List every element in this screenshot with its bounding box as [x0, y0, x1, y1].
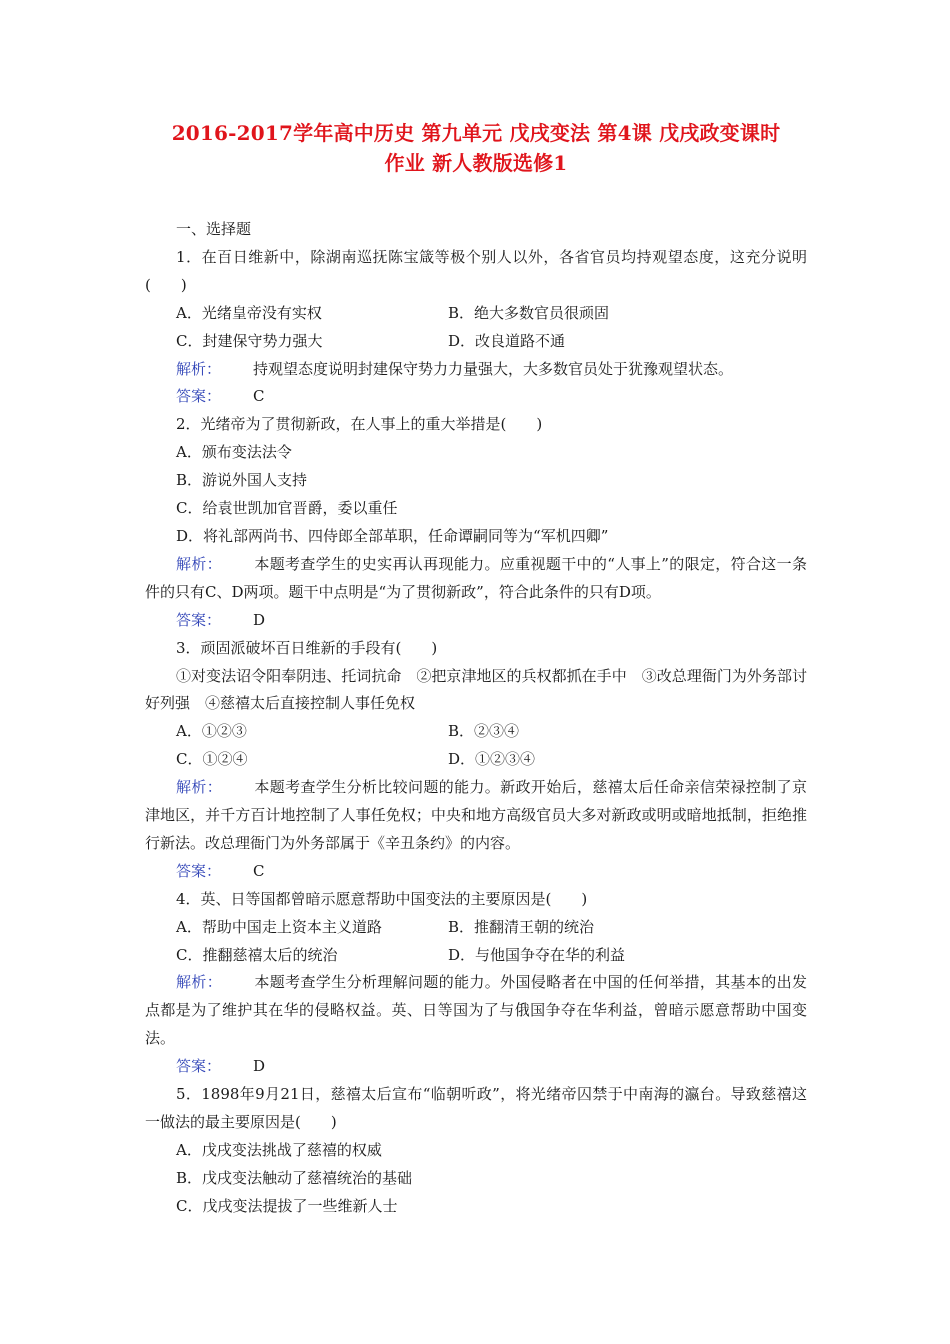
q2-analysis-text: 本题考查学生的史实再认再现能力。应重视题干中的“人事上”的限定，符合这一条件的只有C、D两项。题干中点明是“为了贯彻新政”，符合此条件的只有D项。 — [145, 554, 807, 601]
answer-label: 答案： — [176, 1057, 222, 1076]
answer-label: 答案： — [176, 387, 222, 406]
q3-analysis — [145, 774, 807, 858]
q3-answer-value: C — [253, 861, 265, 880]
q4-option-a: A．帮助中国走上资本主义道路 — [176, 917, 382, 936]
q1-option-a: A．光绪皇帝没有实权 — [176, 303, 322, 322]
q1-stem: 1．在百日维新中，除湖南巡抚陈宝箴等极个别人以外，各省官员均持观望态度，这充分说明( ) — [145, 247, 807, 294]
q3-stem: 3．顽固派破坏百日维新的手段有( ) — [176, 638, 438, 657]
document-title — [145, 118, 807, 178]
q3-options-row-2 — [145, 746, 807, 774]
q1-option-c: C．封建保守势力强大 — [176, 331, 323, 350]
section-heading: 一、选择题 — [176, 220, 252, 238]
q2-stem: 2．光绪帝为了贯彻新政，在人事上的重大举措是( ) — [176, 415, 543, 434]
q5-option-c: C．戊戌变法提拔了一些维新人士 — [176, 1196, 398, 1215]
q4-stem: 4．英、日等国都曾暗示愿意帮助中国变法的主要原因是( ) — [176, 889, 588, 908]
answer-label: 答案： — [176, 861, 222, 880]
q3-option-b: B．②③④ — [448, 722, 520, 741]
document-page — [145, 118, 807, 1221]
q2-answer — [145, 607, 807, 635]
q2-analysis — [145, 551, 807, 607]
q3-options-row-1 — [145, 718, 807, 746]
q3-option-a: A．①②③ — [176, 722, 247, 741]
q4-option-c: C．推翻慈禧太后的统治 — [176, 945, 338, 964]
q3-answer — [145, 858, 807, 886]
analysis-label: 解析： — [176, 778, 223, 797]
q1-options-row-2 — [145, 328, 807, 356]
q4-option-b: B．推翻清王朝的统治 — [448, 917, 595, 936]
analysis-label: 解析： — [176, 554, 223, 573]
analysis-label: 解析： — [176, 973, 223, 992]
q1-option-b: B．绝大多数官员很顽固 — [448, 303, 610, 322]
q3-analysis-text: 本题考查学生分析比较问题的能力。新政开始后，慈禧太后任命亲信荣禄控制了京津地区，并千方百计地控制了人事任免权；中央和地方高级官员大多对新政或明或暗地抵制，拒绝推行新法。改总理衙门为外务部属于《辛丑条约》的内容。 — [145, 778, 807, 852]
q1-answer — [145, 383, 807, 411]
answer-label: 答案： — [176, 610, 222, 629]
q5-stem: 5．1898年9月21日，慈禧太后宣布“临朝听政”，将光绪帝囚禁于中南海的瀛台。导致慈禧这一做法的最主要原因是( ) — [145, 1085, 807, 1131]
q1-analysis — [145, 356, 807, 384]
q4-analysis-text: 本题考查学生分析理解问题的能力。外国侵略者在中国的任何举措，其基本的出发点都是为了维护其在华的侵略权益。英、日等国为了与俄国争夺在华利益，曾暗示愿意帮助中国变法。 — [145, 973, 807, 1048]
q4-option-d: D．与他国争夺在华的利益 — [448, 945, 626, 964]
q1-analysis-text: 持观望态度说明封建保守势力力量强大，大多数官员处于犹豫观望状态。 — [253, 359, 734, 378]
q3-option-c: C．①②④ — [176, 750, 248, 769]
q2-option-c: C．给袁世凯加官晋爵，委以重任 — [176, 499, 398, 518]
q2-answer-value: D — [253, 610, 266, 629]
q2-option-b: B．游说外国人支持 — [176, 471, 308, 490]
q4-options-row-1 — [145, 914, 807, 942]
q3-items: ①对变法诏令阳奉阴违、托词抗命 ②把京津地区的兵权都抓在手中 ③改总理衙门为外务部讨好列强 ④慈禧太后直接控制人事任免权 — [145, 666, 807, 713]
q3-option-d: D．①②③④ — [448, 750, 536, 769]
q1-answer-value: C — [253, 387, 265, 406]
q5-option-b: B．戊戌变法触动了慈禧统治的基础 — [176, 1168, 413, 1187]
q4-analysis — [145, 969, 807, 1053]
q4-answer-value: D — [253, 1057, 266, 1076]
q1-option-d: D．改良道路不通 — [448, 331, 566, 350]
q4-options-row-2 — [145, 942, 807, 970]
q2-option-d: D．将礼部两尚书、四侍郎全部革职，任命谭嗣同等为“军机四卿” — [176, 526, 609, 545]
q4-answer — [145, 1053, 807, 1081]
q2-option-a: A．颁布变法法令 — [176, 443, 292, 462]
q1-options-row-1 — [145, 300, 807, 328]
title-line-2: 作业 新人教版选修1 — [384, 151, 568, 175]
q5-option-a: A．戊戌变法挑战了慈禧的权威 — [176, 1140, 382, 1159]
analysis-label: 解析： — [176, 359, 222, 378]
title-line-1: 2016-2017学年高中历史 第九单元 戊戌变法 第4课 戊戌政变课时 — [171, 121, 781, 145]
